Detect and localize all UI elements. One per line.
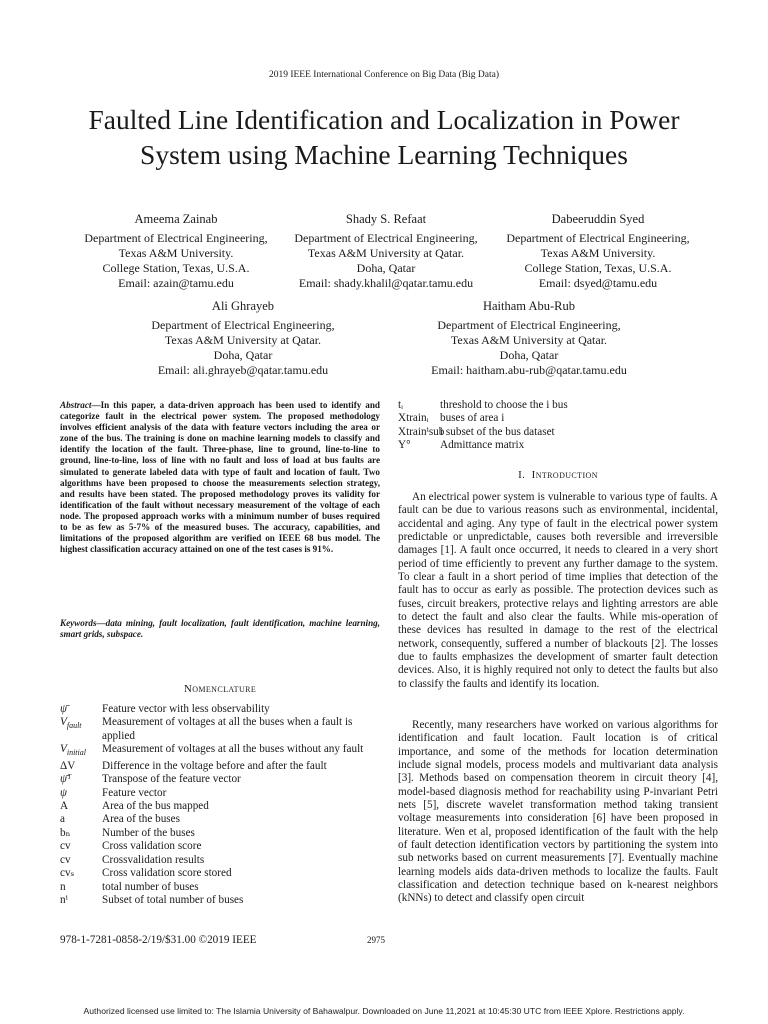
author-name: Shady S. Refaat (345, 212, 427, 226)
section-title: Introduction (531, 469, 598, 481)
nomenclature-definition: Subset of total number of buses (102, 893, 244, 906)
author-email: Email: dsyed@tamu.edu (538, 276, 658, 290)
nomenclature-item (60, 800, 380, 813)
intro-paragraph-2: Recently, many researchers have worked on various algorithms for identification and fault location. Fault location is of critical importance, and some of the methods for location determination include signal models, process models and multivariant data analysis [3]. Methods based on compensation theorem in circuit theory [4], model-based diagnosis method for reachability using P-invariant Petri nets [5], discrete wavelet transformation method taking transient voltage measurements into consideration [6] have been proposed in literature. Wen et al, proposed identification of the fault with the help of fault detection identification vectors by partitioning the system into sub networks based on current measurements [7]. Eventually machine learning models aids data-driven methods to localize the faults. Fault classification and detection technique based on k-nearest neighbors (kNNs) to detect and classify open circuit (398, 719, 718, 905)
nomenclature-symbol: ΔV (60, 759, 76, 772)
nomenclature-list (60, 703, 380, 907)
nomenclature-symbol: cvₛ (60, 867, 75, 880)
paper-title (40, 102, 728, 172)
author-dept: Department of Electrical Engineering, (151, 318, 335, 332)
author-dept: Department of Electrical Engineering, (437, 318, 621, 332)
author-location: Doha, Qatar (499, 348, 559, 362)
abstract (60, 400, 380, 555)
page-number: 2975 (367, 935, 385, 945)
nomenclature-definition: i subset of the bus dataset (440, 425, 555, 438)
nomenclature-definition: threshold to choose the i bus (440, 399, 568, 411)
nomenclature-symbol: cv (60, 853, 71, 866)
nomenclature-item (60, 813, 380, 826)
nomenclature-heading: Nomenclature (183, 683, 257, 695)
nomenclature-definition: Crossvalidation results (102, 853, 205, 866)
nomenclature-definition: Feature vector (102, 786, 167, 799)
author-dept: Department of Electrical Engineering, (294, 231, 478, 245)
nomenclature-symbol: ψ̄ (60, 703, 67, 715)
nomenclature-item (60, 716, 380, 743)
nomenclature-item (398, 439, 718, 452)
title-line-1: Faulted Line Identification and Localization in Power (88, 104, 680, 135)
nomenclature-definition: Cross validation score stored (102, 867, 232, 880)
author-location: Doha, Qatar (356, 261, 416, 275)
title-line-2: System using Machine Learning Techniques (140, 139, 628, 170)
nomenclature-symbol: nⁱ (60, 893, 68, 906)
intro-paragraph-1: An electrical power system is vulnerable to various type of faults. A fault can be due to various reasons such as environmental, incidental, accidental and aging. Any type of fault in the electrical power system predictable or unpredictable, causes both reversible and irreversible damages [1]. A fault once occurred, it needs to cleared in a very short period of time efficiently to prevent any further damage to the system. To clear a fault in a short period of time implies that detection of the fault has to occur as early as possible. The protection devices such as fuses, circuit breakers, protective relays and lighting arrestors are able to detect the fault and also clear the faults. While mis-operation of these devices has resulted in damage to the rest of the electrical network, consequently, suffered a number of blackouts [2]. The losses due to faults emphasizes the development of smarter fault detection devices. Also, it is highly required not only to detect the faults but also to classify the faults and identify its location. (398, 491, 718, 690)
nomenclature-symbol: ψ (60, 786, 67, 799)
author-email: Email: shady.khalil@qatar.tamu.edu (298, 276, 474, 290)
author-block (76, 212, 276, 291)
author-location: College Station, Texas, U.S.A. (102, 261, 250, 275)
section-number: I. (518, 469, 526, 481)
nomenclature-definition: Area of the bus mapped (102, 800, 209, 813)
author-institution: Texas A&M University at Qatar. (307, 246, 465, 260)
nomenclature-item (60, 827, 380, 840)
author-name: Dabeeruddin Syed (551, 212, 645, 226)
nomenclature-symbol: Xtrainᵢ (398, 412, 429, 425)
nomenclature-item (60, 840, 380, 853)
abstract-text: —In this paper, a data-driven approach has been used to identify and categorize fault in the electrical power system. The proposed methodology involves efficient analysis of the data with feature vectors including the area or zone of the bus. The training is done on machine learning models to classify and identify the location of the fault. Three-phase, line to ground, line-to-line to ground, line-to-line, loss of line with no fault and loss of load at bus faults are simulated to generate labeled data with type of fault and location of fault. Two algorithms have been proposed to choose the measurements selection strategy, and results have been stated. The proposed methodology proves its validity for identification of the fault without necessary measurement of the voltage of each node. The proposed approach works with a minimum number of buses required to be as few as 5-7% of the measured buses. The accuracy, capabilities, and limitations of the proposed algorithm are verified on IEEE 68 bus model. The highest classification accuracy attained on one of the test cases is 91%. (60, 400, 380, 555)
nomenclature-symbol: a (60, 813, 65, 826)
nomenclature-item (60, 787, 380, 800)
copyright-notice: 978-1-7281-0858-2/19/$31.00 ©2019 IEEE (60, 934, 257, 946)
nomenclature-item (60, 881, 380, 894)
author-institution: Texas A&M University. (118, 246, 234, 260)
nomenclature-definition: buses of area i (440, 412, 505, 425)
author-block (498, 212, 698, 291)
nomenclature-symbol: ψ̄ᵀ (60, 773, 72, 786)
nomenclature-definition: Area of the buses (102, 813, 180, 826)
author-institution: Texas A&M University. (540, 246, 656, 260)
nomenclature-symbol: Xtrainⁱsub (398, 425, 445, 438)
author-institution: Texas A&M University at Qatar. (164, 333, 322, 347)
nomenclature-definition: Feature vector with less observability (102, 703, 270, 715)
nomenclature-item (60, 894, 380, 907)
nomenclature-symbol: n (60, 880, 66, 893)
author-dept: Department of Electrical Engineering, (506, 231, 690, 245)
authorized-license-notice: Authorized licensed use limited to: The Islamia University of Bahawalpur. Downloaded on June 11,2021 at 10:45:30 UTC from IEEE Xplore. Restrictions apply. (83, 1006, 685, 1016)
nomenclature-symbol: tᵢ (398, 399, 403, 411)
nomenclature-item (398, 426, 718, 439)
author-email: Email: ali.ghrayeb@qatar.tamu.edu (157, 363, 329, 377)
nomenclature-symbol: Y° (398, 439, 411, 452)
keywords (60, 618, 380, 640)
nomenclature-item (60, 854, 380, 867)
nomenclature-item (398, 399, 718, 412)
conference-header: 2019 IEEE International Conference on Big Data (Big Data) (268, 70, 500, 80)
nomenclature-definition: Cross validation score (102, 840, 202, 853)
nomenclature-symbol: bₙ (60, 826, 71, 839)
nomenclature-continued (398, 399, 718, 453)
abstract-label: Abstract (60, 400, 92, 410)
author-block (423, 299, 635, 378)
author-location: College Station, Texas, U.S.A. (524, 261, 672, 275)
nomenclature-definition: Difference in the voltage before and after the fault (102, 759, 327, 772)
nomenclature-definition: Number of the buses (102, 826, 195, 839)
keywords-text: —data mining, fault localization, fault identification, machine learning, smart grids, subspace. (60, 618, 380, 640)
nomenclature-symbol: $V_{initial}$ (60, 743, 86, 758)
nomenclature-definition: Transpose of the feature vector (102, 773, 241, 786)
nomenclature-item (60, 743, 380, 760)
author-name: Haitham Abu-Rub (482, 299, 575, 313)
nomenclature-definition: Measurement of voltages at all the buses without any fault (102, 743, 364, 756)
author-dept: Department of Electrical Engineering, (84, 231, 268, 245)
author-email: Email: haitham.abu-rub@qatar.tamu.edu (431, 363, 627, 377)
nomenclature-item (398, 412, 718, 425)
nomenclature-item (60, 760, 380, 773)
author-email: Email: azain@tamu.edu (118, 276, 234, 290)
nomenclature-item (60, 773, 380, 786)
nomenclature-symbol: $V_{fault}$ (60, 716, 82, 731)
author-name: Ameema Zainab (134, 212, 218, 226)
nomenclature-definition: Admittance matrix (440, 439, 525, 452)
nomenclature-item (60, 703, 380, 716)
author-location: Doha, Qatar (213, 348, 273, 362)
nomenclature-definition: Measurement of voltages at all the buses when a fault is applied (102, 716, 353, 742)
section-heading-introduction (398, 469, 718, 481)
author-block (143, 299, 343, 378)
keywords-label: Keywords (60, 618, 97, 628)
nomenclature-symbol: A (60, 800, 69, 813)
nomenclature-symbol: cv (60, 840, 71, 853)
author-name: Ali Ghrayeb (211, 299, 275, 313)
nomenclature-definition: total number of buses (102, 880, 199, 893)
nomenclature-item (60, 867, 380, 880)
author-block (284, 212, 488, 291)
author-institution: Texas A&M University at Qatar. (450, 333, 608, 347)
